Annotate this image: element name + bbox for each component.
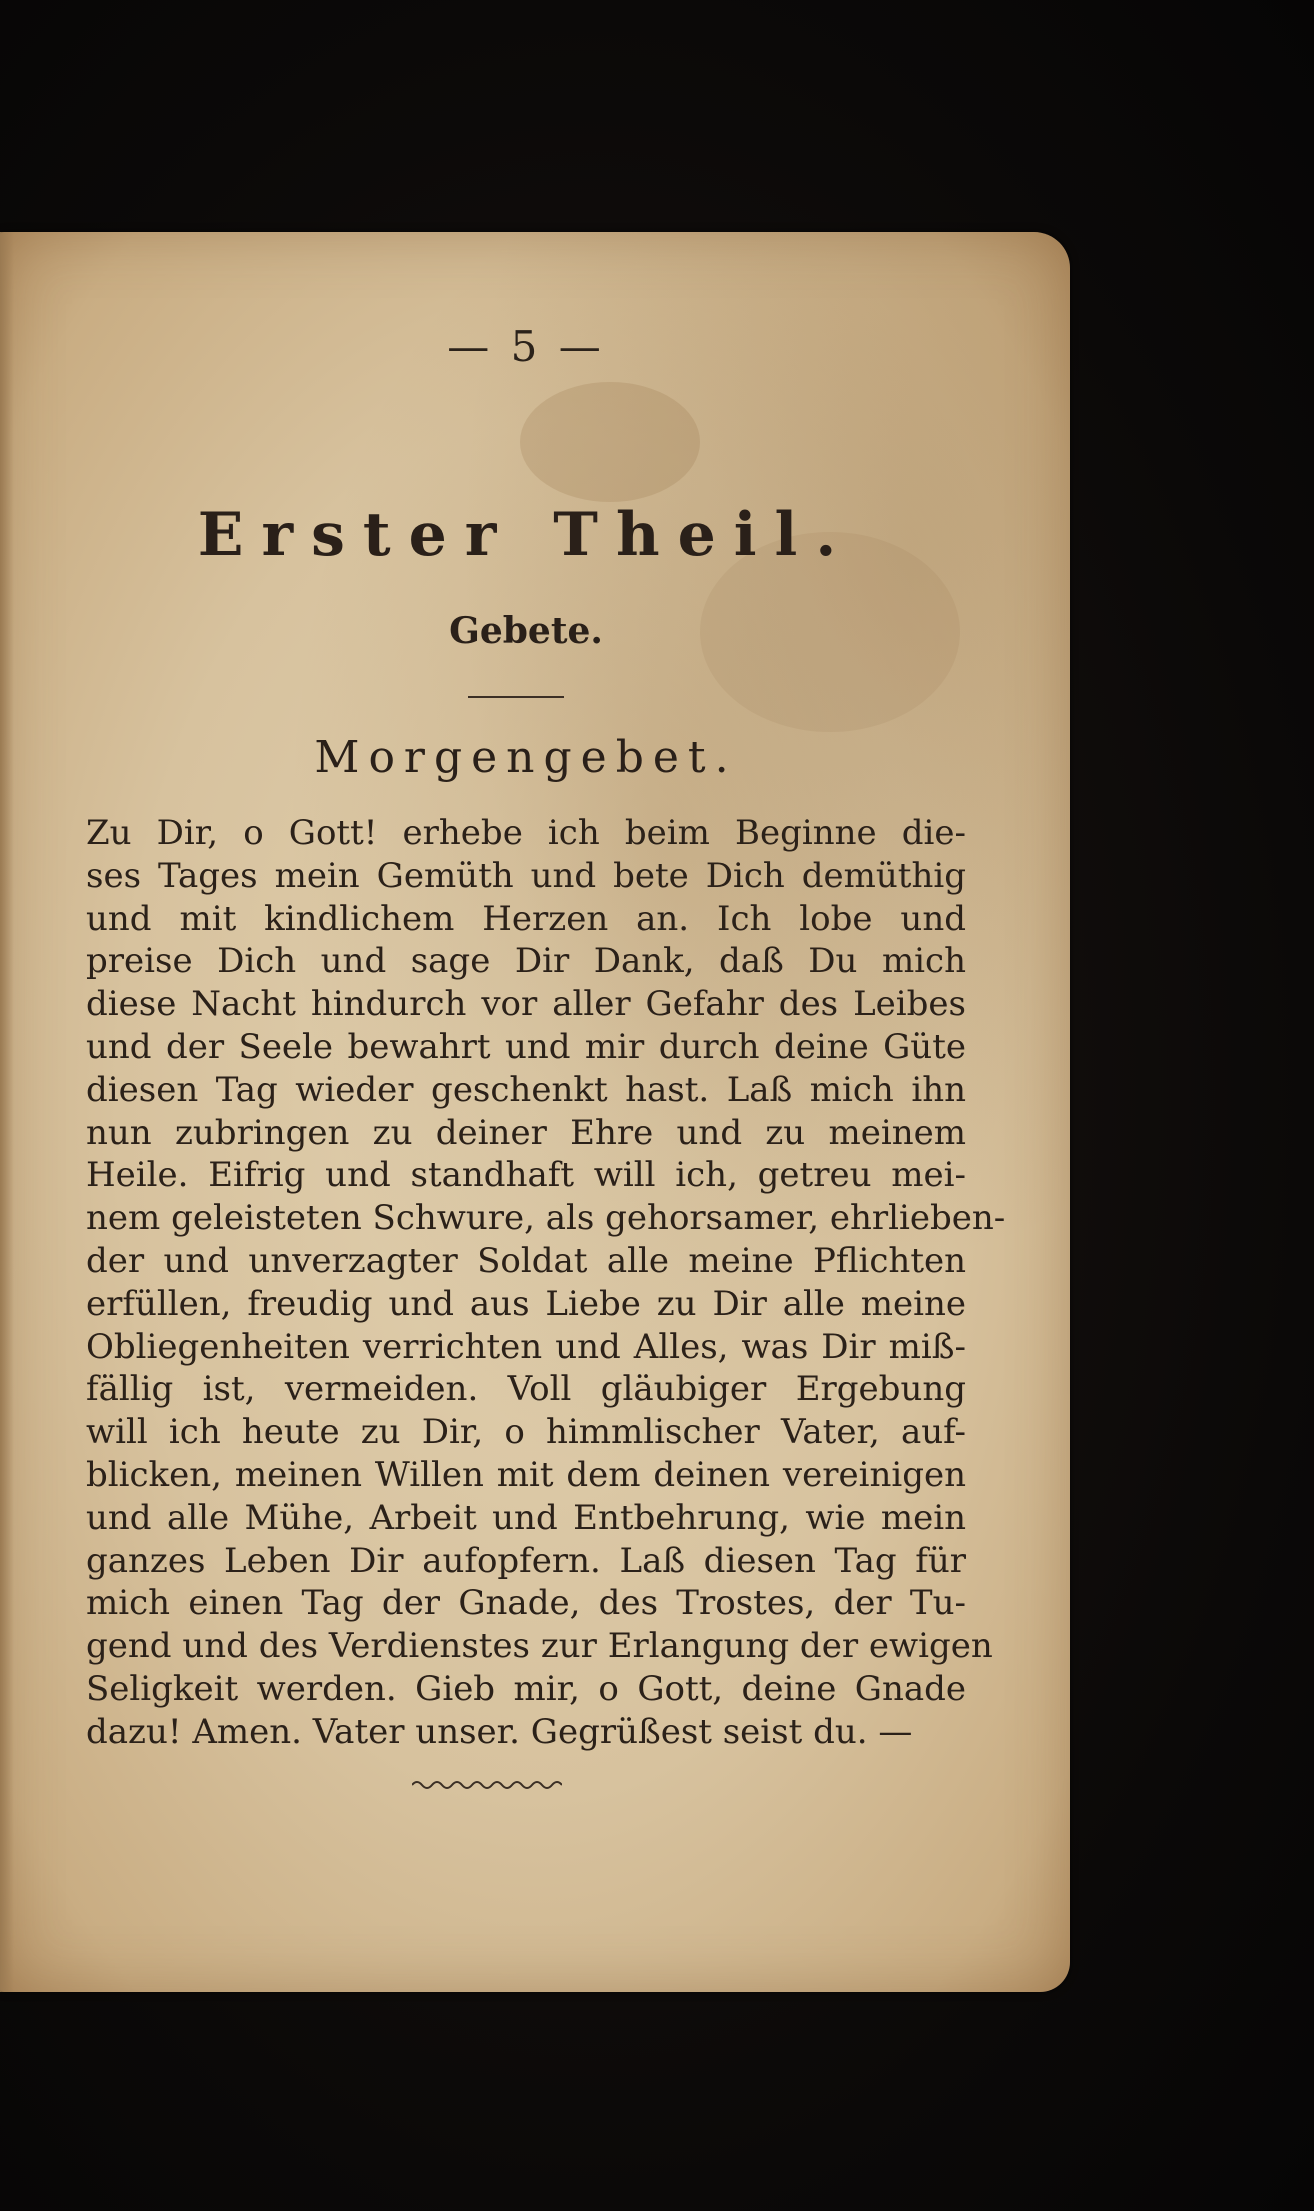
wavy-ornament: [412, 1778, 562, 1792]
text-line: dazu! Amen. Vater unser. Gegrüßest seist du. —: [86, 1711, 913, 1752]
text-line: und mit kindlichem Herzen an. Ich lobe und: [86, 898, 966, 939]
text-line: nun zubringen zu deiner Ehre und zu meinem: [86, 1112, 966, 1153]
text-line: will ich heute zu Dir, o himmlischer Vater, auf-: [86, 1412, 966, 1453]
paper-stain: [520, 382, 700, 502]
text-line: fällig ist, vermeiden. Voll gläubiger Ergebung: [86, 1369, 966, 1410]
book-page: [0, 232, 1070, 1992]
text-line: mich einen Tag der Gnade, des Trostes, der Tu-: [86, 1583, 966, 1624]
text-line: preise Dich und sage Dir Dank, daß Du mich: [86, 941, 966, 982]
text-line: nem geleisteten Schwure, als gehorsamer, ehrlieben-: [86, 1198, 1006, 1239]
text-line: Obliegenheiten verrichten und Alles, was Dir miß-: [86, 1326, 966, 1367]
page-number: — 5 —: [447, 322, 605, 371]
text-line: ganzes Leben Dir aufopfern. Laß diesen Tag für: [86, 1540, 966, 1581]
prayer-title: Morgengebet.: [314, 732, 738, 783]
text-line: der und unverzagter Soldat alle meine Pflichten: [86, 1240, 966, 1281]
text-line: ses Tages mein Gemüth und bete Dich demüthig: [86, 855, 966, 896]
text-line: Heile. Eifrig und standhaft will ich, getreu mei-: [86, 1155, 966, 1196]
text-line: und der Seele bewahrt und mir durch deine Güte: [86, 1026, 966, 1067]
section-subtitle: Gebete.: [449, 610, 603, 652]
divider-rule: [468, 696, 564, 698]
part-title: Erster Theil.: [197, 500, 855, 570]
text-line: erfüllen, freudig und aus Liebe zu Dir alle meine: [86, 1283, 966, 1324]
text-line: gend und des Verdienstes zur Erlangung der ewigen: [86, 1626, 993, 1667]
prayer-body: [86, 812, 1006, 1754]
text-line: und alle Mühe, Arbeit und Entbehrung, wie mein: [86, 1497, 966, 1538]
text-line: Zu Dir, o Gott! erhebe ich beim Beginne die-: [86, 813, 966, 853]
text-line: Seligkeit werden. Gieb mir, o Gott, deine Gnade: [86, 1668, 966, 1709]
text-line: diesen Tag wieder geschenkt hast. Laß mich ihn: [86, 1069, 966, 1110]
text-line: diese Nacht hindurch vor aller Gefahr des Leibes: [86, 984, 966, 1025]
page-gutter-shadow: [0, 232, 14, 1992]
text-line: blicken, meinen Willen mit dem deinen vereinigen: [86, 1454, 966, 1495]
